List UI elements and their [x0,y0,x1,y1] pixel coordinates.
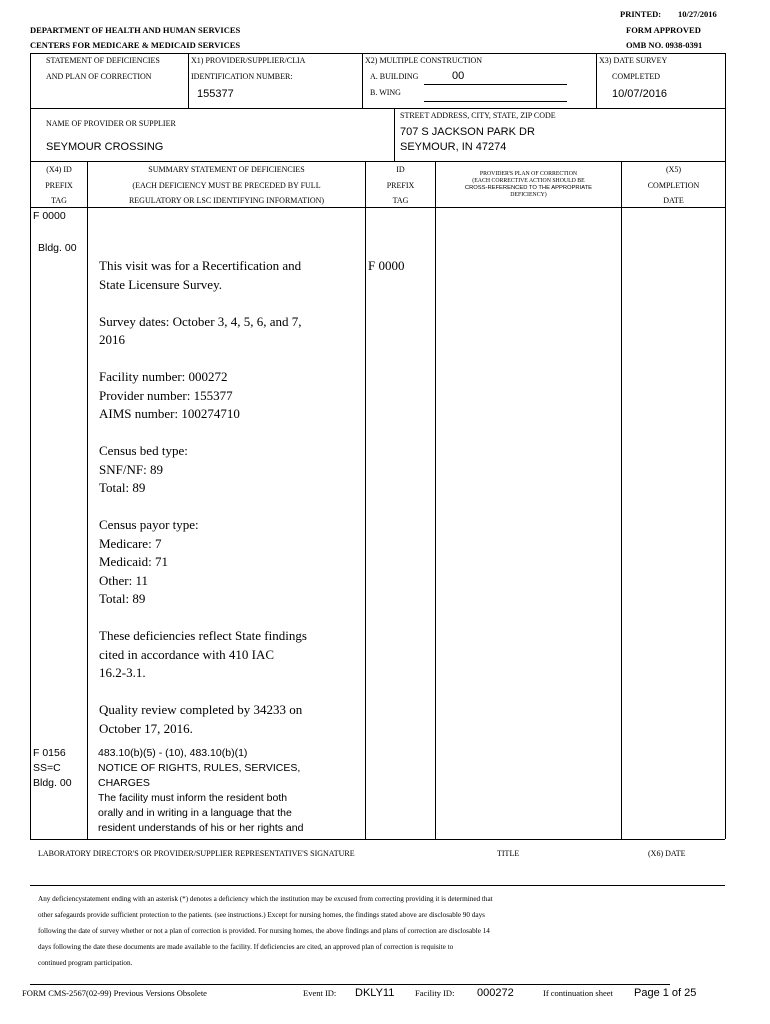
summary-line: 16.2-3.1. [99,665,146,680]
rule [87,161,88,839]
disclaimer-line: days following the date these documents are made available to the facility. If deficiencies are cited, an approved plan of correction is requisite to [38,943,454,951]
x5-header-3: DATE [663,196,684,205]
f0156-line: resident understands of his or her rights and [98,822,304,834]
summary-line [99,609,307,628]
event-id-value: DKLY11 [355,987,395,999]
summary-line: October 17, 2016. [99,720,193,736]
summary-line: AIMS number: 100274710 [99,406,240,421]
x3-sublabel: COMPLETED [612,72,660,81]
address-label: STREET ADDRESS, CITY, STATE, ZIP CODE [400,111,556,120]
x4-header-1: (X4) ID [46,165,72,174]
omb-number: OMB NO. 0938-0391 [626,40,703,50]
printed-date: 10/27/2016 [678,9,717,19]
disclaimer-line: Any deficiencystatement ending with an asterisk (*) denotes a deficiency which the institution may be excused from correcting providing it is determined that [38,895,493,903]
tag-f0156-line: Bldg. 00 [33,777,72,789]
bldg-00: Bldg. 00 [38,242,77,254]
wing-label: B. WING [370,88,401,97]
building-underline [424,84,567,85]
date-label: (X6) DATE [648,849,686,858]
x2-label: X2) MULTIPLE CONSTRUCTION [365,56,483,65]
summary-header-2: (EACH DEFICIENCY MUST BE PRECEDED BY FULL [132,181,321,190]
id-header-1: ID [396,165,405,174]
summary-line: These deficiencies reflect State findings [99,628,307,643]
continuation-label: If continuation sheet [543,988,613,998]
address-line-1: 707 S JACKSON PARK DR [400,126,535,138]
signature-label: LABORATORY DIRECTOR'S OR PROVIDER/SUPPLIER REPRESENTATIVE'S SIGNATURE [38,849,355,858]
rule [435,161,436,839]
page-number: Page 1 of 25 [634,987,697,999]
statement-label-1: STATEMENT OF DEFICIENCIES [46,56,160,65]
x5-header-1: (X5) [665,165,682,174]
form-approved: FORM APPROVED [626,25,701,35]
building-label: A. BUILDING [370,72,419,81]
tag-f0156-line: F 0156 [33,747,66,759]
f0156-line: orally and in writing in a language that the [98,807,292,819]
summary-line [99,350,307,369]
summary-line: Provider number: 155377 [99,387,233,403]
summary-text [99,257,307,738]
id-header-3: TAG [392,196,409,205]
summary-line [99,294,307,313]
title-label: TITLE [497,849,520,858]
rule [725,53,726,839]
rule [30,53,725,54]
f0156-text [98,746,303,836]
f0156-line: The facility must inform the resident both [98,792,288,804]
disclaimer-line: continued program participation. [38,959,133,967]
building-value: 00 [452,70,465,82]
f0156-line: CHARGES [98,777,150,789]
summary-line: Quality review completed by 34233 on [99,702,303,717]
id-header-2: PREFIX [386,181,415,190]
rule [30,108,725,109]
wing-underline [424,101,567,102]
summary-line: Survey dates: October 3, 4, 5, 6, and 7, [99,313,302,329]
rule [30,984,670,985]
summary-line: Total: 89 [99,591,146,606]
summary-line: Census bed type: [99,443,188,458]
summary-header-1: SUMMARY STATEMENT OF DEFICIENCIES [148,165,305,174]
summary-line: Medicare: 7 [99,535,162,551]
f0156-line: 483.10(b)(5) - (10), 483.10(b)(1) [98,747,248,759]
event-id-label: Event ID: [303,988,337,998]
address-line-2: SEYMOUR, IN 47274 [400,141,507,153]
x1-label: X1) PROVIDER/SUPPLIER/CLIA [191,56,306,65]
rule [188,53,189,108]
summary-line: 2016 [99,332,125,347]
rule [365,161,366,839]
summary-line: cited in accordance with 410 IAC [99,646,275,662]
rule [30,885,725,886]
provider-name-value: SEYMOUR CROSSING [46,141,164,153]
disclaimer-line: following the date of survey whether or not a plan of correction is provided. For nursing homes, the above findings and plans of correction are disclosable 14 [38,927,490,935]
rule [394,108,395,161]
rule [30,839,725,840]
summary-line: Facility number: 000272 [99,369,228,384]
x4-header-2: PREFIX [45,181,73,190]
summary-line [99,498,307,517]
rule [362,53,363,108]
disclaimer [38,891,493,971]
provider-id-value: 155377 [197,88,234,100]
x4-header-3: TAG [51,196,67,205]
summary-line: This visit was for a Recertification and [99,258,302,273]
statement-label-2: AND PLAN OF CORRECTION [46,72,152,81]
survey-date-value: 10/07/2016 [612,88,668,100]
plan-header [436,171,621,199]
facility-id-value: 000272 [477,987,514,999]
plan-header-4: DEFICIENCY) [510,192,547,198]
facility-id-label: Facility ID: [415,988,455,998]
summary-header-3: REGULATORY OR LSC IDENTIFYING INFORMATION) [128,196,325,205]
summary-line [99,424,307,443]
summary-line [99,683,307,702]
plan-header-2: (EACH CORRECTIVE ACTION SHOULD BE [472,178,585,184]
summary-line: Total: 89 [99,480,146,495]
x3-label: X3) DATE SURVEY [599,56,668,65]
x5-header-2: COMPLETION [647,181,700,190]
plan-header-3: CROSS-REFERENCED TO THE APPROPRIATE [464,185,593,191]
form-number: FORM CMS-2567(02-99) Previous Versions Obsolete [22,988,207,998]
summary-line: SNF/NF: 89 [99,461,163,477]
tag-f0156 [33,746,72,791]
centers-title: CENTERS FOR MEDICARE & MEDICAID SERVICES [30,40,241,50]
printed-label: PRINTED: [620,9,662,19]
f0156-line: NOTICE OF RIGHTS, RULES, SERVICES, [98,762,301,774]
department-title: DEPARTMENT OF HEALTH AND HUMAN SERVICES [30,25,241,35]
summary-line: Census payor type: [99,517,199,532]
id-tag-f0000: F 0000 [368,258,405,273]
provider-name-label: NAME OF PROVIDER OR SUPPLIER [46,119,176,128]
tag-f0000: F 0000 [33,210,66,222]
tag-f0156-line: SS=C [33,762,61,774]
summary-line: Other: 11 [99,572,148,588]
plan-header-1: PROVIDER'S PLAN OF CORRECTION [479,171,578,177]
disclaimer-line: other safegaurds provide sufficient protection to the patients. (see instructions.) Except for nursing homes, the findings stated above are disclosable 90 days [38,911,485,919]
summary-line: Medicaid: 71 [99,554,168,569]
rule [596,53,597,108]
x1-sublabel: IDENTIFICATION NUMBER: [191,72,293,81]
summary-line: State Licensure Survey. [99,276,222,292]
rule [621,161,622,839]
